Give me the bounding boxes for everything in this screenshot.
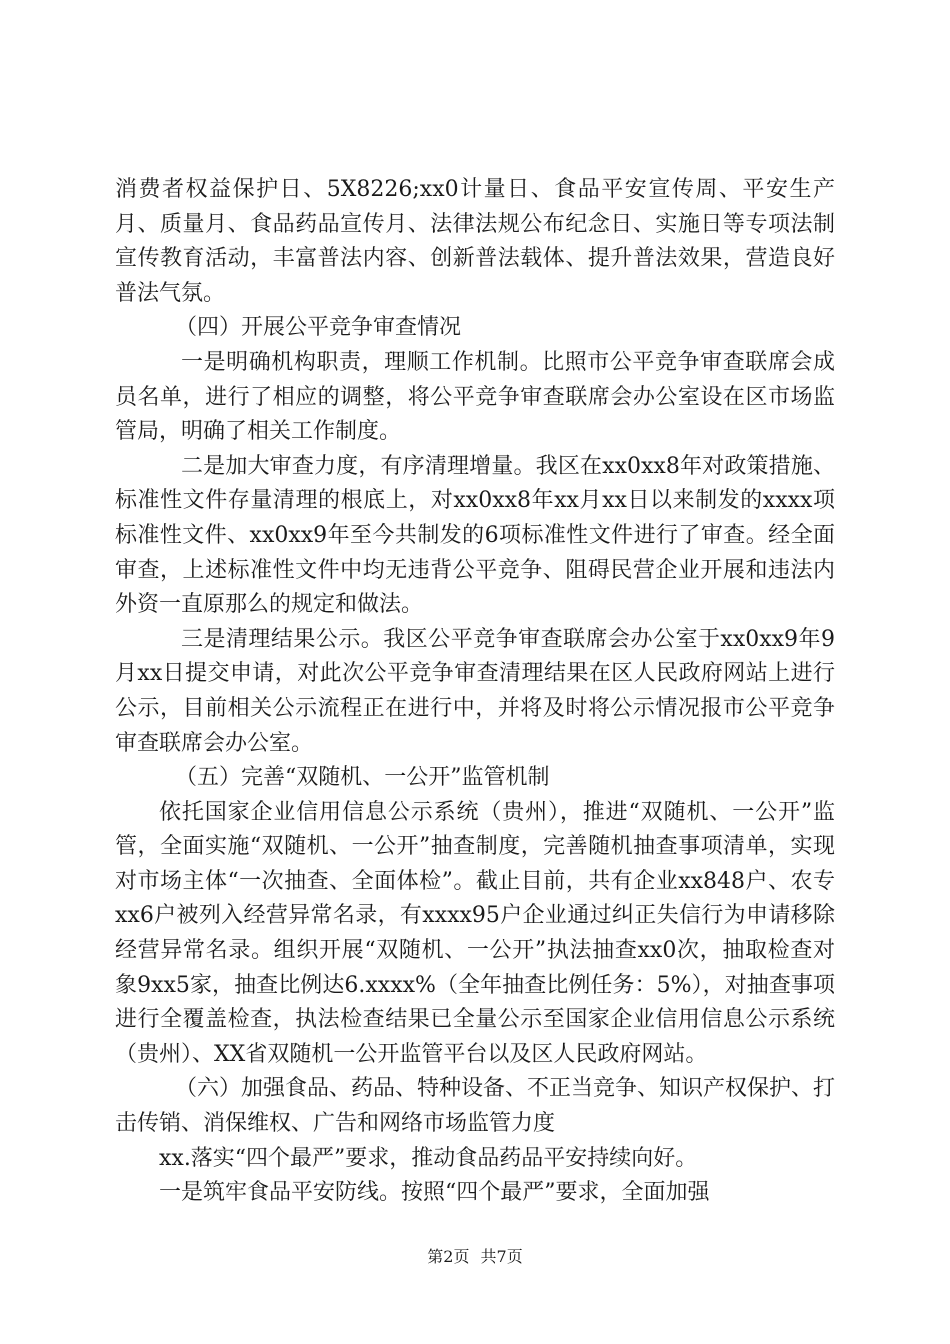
paragraph-item-1: 一是明确机构职责，理顺工作机制。比照市公平竞争审查联席会成员名单，进行了相应的调整，将公平竞争审查联席会办公室设在区市场监管局，明确了相关工作制度。 [115, 349, 835, 445]
paragraph-food-safety: 一是筑牢食品平安防线。按照“四个最严”要求，全面加强 [159, 1180, 710, 1206]
page-number-footer: 第2页 共7页 [427, 1247, 523, 1266]
paragraph-sub-heading: xx.落实“四个最严”要求，推动食品药品平安持续向好。 [159, 1145, 698, 1171]
section-heading-4: （四）开展公平竞争审查情况 [175, 315, 462, 341]
document-body [115, 173, 835, 1211]
paragraph-item-2: 二是加大审查力度，有序清理增量。我区在xx0xx8年对政策措施、标准性文件存量清理的根底上，对xx0xx8年xx月xx日以来制发的xxxx项标准性文件、xx0xx9年至今共制发的6项标准性文件进行了审查。经全面审查，上述标准性文件中均无违背公平竞争、阻碍民营企业开展和违法内外资一直原那么的规定和做法。 [115, 453, 835, 618]
section-heading-6: （六）加强食品、药品、特种设备、不正当竞争、知识产权保护、打击传销、消保维权、广告和网络市场监管力度 [115, 1076, 836, 1137]
section-heading-5: （五）完善“双随机、一公开”监管机制 [175, 765, 550, 791]
paragraph-double-random: 依托国家企业信用信息公示系统（贵州），推进“双随机、一公开”监管，全面实施“双随机、一公开”抽查制度，完善随机抽查事项清单，实现对市场主体“一次抽查、全面体检”。截止目前，共有企业xx848户、农专xx6户被列入经营异常名录，有xxxx95户企业通过纠正失信行为申请移除经营异常名录。组织开展“双随机、一公开”执法抽查xx0次，抽取检查对象9xx5家，抽查比例达6.xxxx%（全年抽查比例任务：5%），对抽查事项进行全覆盖检查，执法检查结果已全量公示至国家企业信用信息公示系统（贵州）、XX省双随机一公开监管平台以及区人民政府网站。 [115, 799, 835, 1067]
paragraph-item-3: 三是清理结果公示。我区公平竞争审查联席会办公室于xx0xx9年9月xx日提交申请，对此次公平竞争审查清理结果在区人民政府网站上进行公示，目前相关公示流程正在进行中，并将及时将公示情况报市公平竞争审查联席会办公室。 [115, 626, 835, 756]
paragraph-continuation: 消费者权益保护日、5X8226;xx0计量日、食品平安宣传周、平安生产月、质量月、食品药品宣传月、法律法规公布纪念日、实施日等专项法制宣传教育活动，丰富普法内容、创新普法载体、提升普法效果，营造良好普法气氛。 [115, 177, 835, 306]
